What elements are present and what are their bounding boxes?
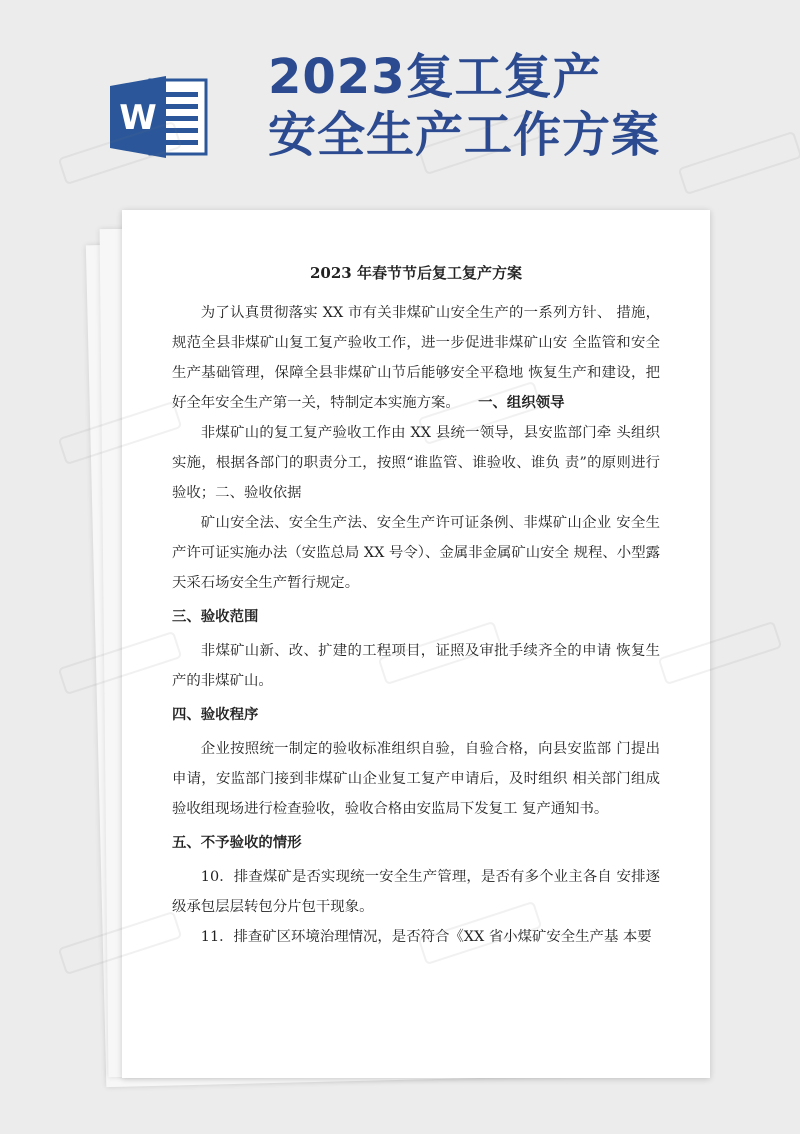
heading-exclusions: 五、不予验收的情形	[172, 834, 302, 851]
paragraph-intro-text: 为了认真贯彻落实 XX 市有关非煤矿山安全生产的一系列方针、 措施，规范全县非煤矿山复工复产验收工作，进一步促进非煤矿山安 全监管和安全生产基础管理，保障全县非煤矿山节后能够安全平稳地 恢复生产和建设，把好全年安全生产第一关，特制定本实施方案。	[172, 305, 660, 411]
document-body	[172, 258, 660, 952]
paragraph-leadership: 非煤矿山的复工复产验收工作由 XX 县统一领导，县安监部门牵 头组织实施，根据各部门的职责分工，按照“谁监管、谁验收、谁负 责”的原则进行验收；二、验收依据	[172, 425, 660, 501]
paragraph-basis: 矿山安全法、安全生产法、安全生产许可证条例、非煤矿山企业 安全生产许可证实施办法（安监总局 XX 号令）、金属非金属矿山安全 规程、小型露天采石场安全生产暂行规定。	[172, 515, 660, 591]
title-line-1: 2023复工复产	[268, 49, 602, 105]
document-page	[122, 210, 710, 1078]
banner-header	[0, 0, 800, 210]
paragraph-procedure: 企业按照统一制定的验收标准组织自验，自验合格，向县安监部 门提出申请，安监部门接到非煤矿山企业复工复产申请后，及时组织 相关部门组成验收组现场进行检查验收，验收合格由安监局下发复工 复产通知书。	[172, 741, 660, 817]
paragraph-item-11: 11．排查矿区环境治理情况，是否符合《XX 省小煤矿安全生产基 本要	[200, 929, 652, 945]
word-icon-letter: W	[119, 98, 157, 138]
title-line-2: 安全生产工作方案	[268, 107, 661, 163]
word-document-icon	[110, 72, 210, 162]
heading-organization: 一、组织领导	[478, 394, 565, 411]
paragraph-scope: 非煤矿山新、改、扩建的工程项目，证照及审批手续齐全的申请 恢复生产的非煤矿山。	[172, 643, 660, 689]
document-title: 2023 年春节节后复工复产方案	[310, 264, 522, 282]
page-title	[268, 48, 660, 164]
heading-scope: 三、验收范围	[172, 608, 259, 625]
paragraph-item-10: 10．排查煤矿是否实现统一安全生产管理，是否有多个业主各自 安排逐级承包层层转包分片包干现象。	[172, 869, 660, 915]
paragraph-intro	[172, 298, 660, 418]
heading-procedure: 四、验收程序	[172, 706, 259, 723]
